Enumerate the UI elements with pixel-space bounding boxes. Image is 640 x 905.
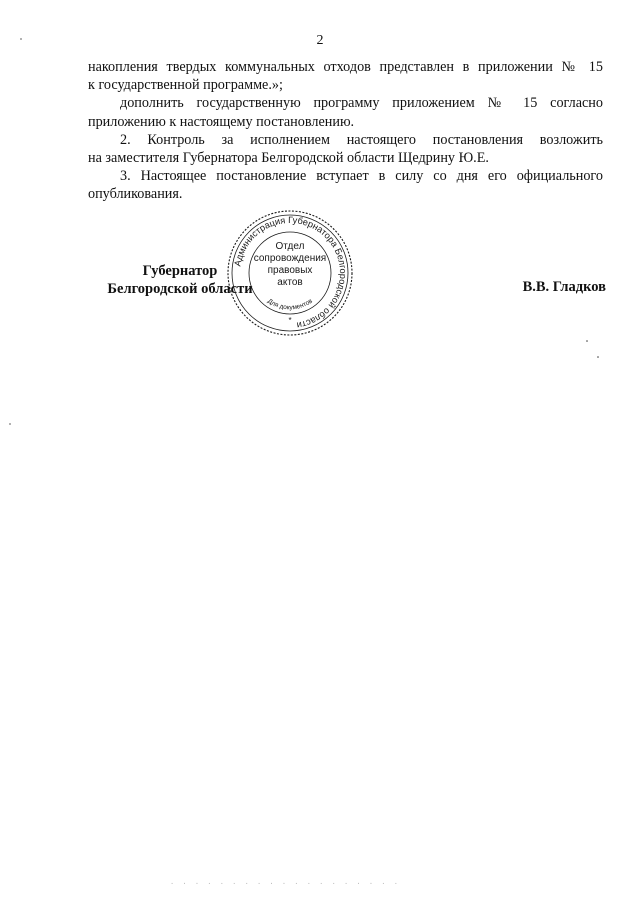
scan-speck: [9, 423, 11, 425]
official-stamp: [226, 208, 354, 338]
star-icon: *: [288, 316, 292, 325]
stamp-inner-line-1: Отдел: [275, 241, 305, 252]
page-number: 2: [316, 33, 324, 48]
paragraph-line-4: приложению к настоящему постановлению.: [88, 113, 355, 130]
scan-artifacts: · · · · · · · · · · · · · · · · · · ·: [170, 880, 400, 888]
paragraph-line-6: на заместителя Губернатора Белгородской области Щедрину Ю.Е.: [88, 150, 489, 167]
scan-speck: [20, 38, 22, 40]
stamp-graphic: [226, 208, 354, 338]
scan-speck: [597, 356, 599, 358]
paragraph-line-3: дополнить государственную программу приложением № 15 согласно: [120, 95, 603, 112]
scan-speck: [586, 340, 588, 342]
document-body: [88, 58, 603, 204]
stamp-ring-text: Администрация Губернатора Белгородской области: [232, 214, 349, 331]
paragraph-line-5: 2. Контроль за исполнением настоящего постановления возложить: [120, 131, 603, 148]
signatory-position-line-1: Губернатор: [142, 263, 218, 279]
signatory-position-line-2: Белгородской области: [107, 281, 253, 297]
paragraph-line-8: опубликования.: [88, 186, 183, 203]
paragraph-line-1: накопления твердых коммунальных отходов представлен в приложении № 15: [88, 59, 603, 75]
paragraph-line-2: к государственной программе.»;: [88, 77, 283, 94]
signatory-name: В.В. Гладков: [522, 279, 606, 295]
paragraph-line-7: 3. Настоящее постановление вступает в силу со дня его официального: [120, 168, 603, 185]
stamp-bottom-text: Для документов: [266, 297, 314, 312]
stamp-inner-line-2: сопровождения: [253, 253, 327, 264]
stamp-inner-line-4: актов: [277, 277, 303, 288]
stamp-inner-line-3: правовых: [267, 265, 313, 276]
